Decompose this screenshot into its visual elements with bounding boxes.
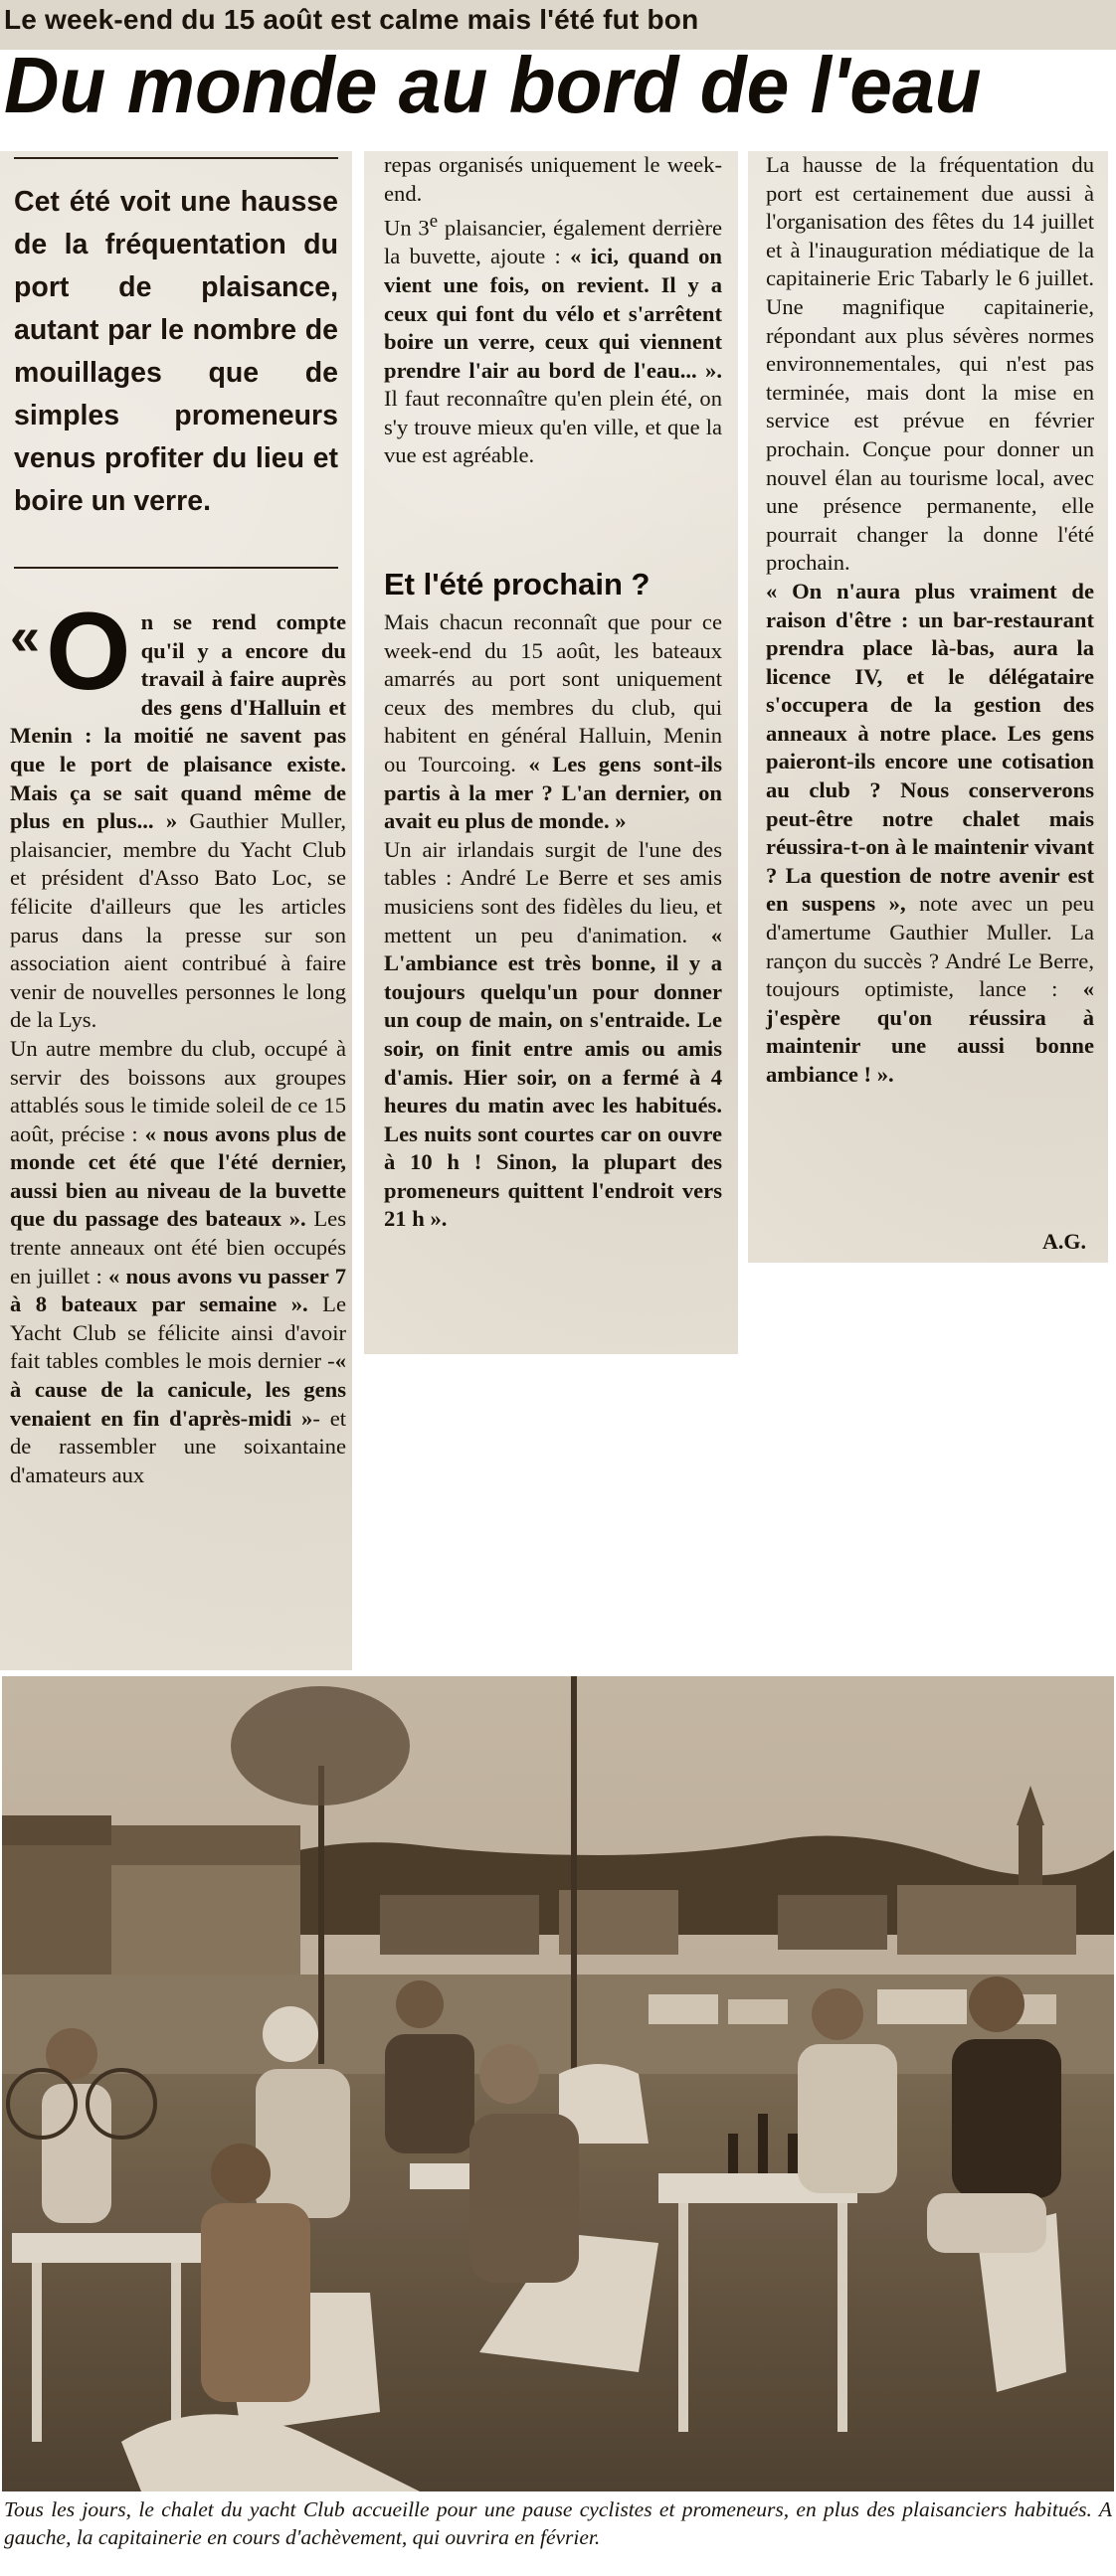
col1-text-3: Les trente anneaux ont été bien occupés en juillet : (10, 1206, 346, 1288)
col3-quote-1: « On n'aura plus vraiment de raison d'être : un bar-restaurant prendra place là-bas, aura la licence IV, et le délégataire s'occupera de la gestion des anneaux à notre place. Les gens paieront-ils encore une cotisation au club ? Nous conserverons peut-être notre chalet mais réussira-t-on à le maintenir vivant ? La question de notre avenir est en suspens », (766, 578, 1094, 917)
col1-text-5: - et de rassembler une soixantaine d'amateurs aux (10, 1405, 347, 1487)
column-1 (0, 151, 352, 1670)
col3-text-1: La hausse de la fréquentation du port est certainement due aussi à l'organisation des fêtes du 14 juillet et à l'inauguration médiatique de la capitainerie Eric Tabarly le 6 juillet. Une magnifique capitainerie, répondant aux plus sévères normes environnementales, qui n'est pas terminée, mais dont la mise en service est prévue en février prochain. Conçue pour donner un nouvel élan au tourisme local, avec une présence permanente, elle pourrait changer la donne l'été prochain. (766, 152, 1094, 576)
col3-quote-2: « j'espère qu'on réussira à maintenir une aussi bonne ambiance ! ». (766, 976, 1094, 1087)
article-photo (2, 1676, 1114, 2491)
col2-text-5: Mais chacun reconnaît que pour ce week-end du 15 août, les bateaux amarrés au port sont uniquement ceux des membres du club, qui habitent en général Halluin, Menin ou Tourcoing. (384, 609, 722, 776)
col1-text-4: Le Yacht Club se félicite ainsi d'avoir fait tables combles le mois dernier - (10, 1291, 346, 1374)
column-3 (748, 151, 1108, 1263)
column-3-body (766, 151, 1094, 1090)
column-2 (364, 151, 738, 1354)
col2-text-3: plaisancier, également derrière la buvette, ajoute : (384, 215, 723, 269)
photo-caption: Tous les jours, le chalet du yacht Club accueille pour une pause cyclistes et promeneurs, en plus des plaisanciers habitués. A gauche, la capitainerie en cours d'achèvement, qui ouvrira en février. (4, 2497, 1112, 2549)
col2-quote-2: « Les gens sont-ils partis à la mer ? L'an dernier, on avait eu plus de monde. » (384, 751, 722, 834)
column-2-top (384, 151, 722, 470)
dropcap: O (46, 591, 131, 713)
col1-quote-2: « nous avons plus de monde cet été que l'été dernier, aussi bien au niveau de la buvette que du passage des bateaux ». (10, 1120, 347, 1232)
col2-quote-3: « L'ambiance est très bonne, il y a toujours quelqu'un pour donner un coup de main, on s'entraide. Le soir, on finit entre amis ou amis d'amis. Hier soir, on a fermé à 4 heures du matin avec les habitués. Les nuits sont courtes car on ouvre à 10 h ! Sinon, la plupart des promeneurs quittent l'endroit vers 21 h ». (384, 922, 722, 1232)
article-kicker: Le week-end du 15 août est calme mais l'été fut bon (4, 4, 699, 35)
article-lead: Cet été voit une hausse de la fréquentation du port de plaisance, autant par le nombre de mouillages que de simples promeneurs venus profiter du lieu et boire un verre. (14, 186, 338, 517)
col2-text-4: Il faut reconnaître qu'en plein été, on s'y trouve mieux qu'en ville, et que la vue est agréable. (384, 386, 722, 468)
col2-superscript: e (429, 211, 439, 233)
col3-text-2: note avec un peu d'amertume Gauthier Muller. La rançon du succès ? André Le Berre, toujours optimiste, lance : (766, 891, 1094, 1002)
column-1-body (10, 591, 347, 1489)
col1-text-1: Gauthier Muller, plaisancier, membre du Yacht Club et président d'Asso Bato Loc, se félicite d'ailleurs que les articles parus dans la presse sur son association aient contribué à faire venir de nouvelles personnes le long de la Lys. (10, 808, 346, 1033)
col2-text-6: Un air irlandais surgit de l'une des tables : André Le Berre et ses amis musiciens sont des fidèles du lieu, et mettent un peu d'animation. (384, 836, 722, 947)
col2-text-2: Un 3 (384, 215, 430, 241)
top-rule (14, 157, 338, 159)
col1-quote-3: « nous avons vu passer 7 à 8 bateaux par semaine ». (10, 1263, 346, 1317)
photo-terrace-scene-icon (2, 1676, 1114, 2491)
article-headline: Du monde au bord de l'eau (4, 41, 982, 129)
open-quote-mark: « (10, 606, 41, 666)
col2-quote-1: « ici, quand on vient une fois, on revient. Il y a ceux qui font du vélo et s'arrêtent boire un verre, ceux qui viennent prendre l'air au bord de l'eau... ». (384, 244, 722, 383)
col1-quote-1: n se rend compte qu'il y a encore du travail à faire auprès des gens d'Halluin et Menin : la moitié ne savent pas que le port de plaisance existe. Mais ça se sait quand même de plus en plus... » (10, 609, 346, 834)
col1-quote-4: « à cause de la canicule, les gens venaient en fin d'après-midi » (10, 1348, 346, 1431)
section-subhead: Et l'été prochain ? (384, 567, 651, 601)
col1-text-2: Un autre membre du club, occupé à servir des boissons aux groupes attablés sous le timide soleil de ce 15 août, précise : (10, 1035, 346, 1146)
column-2-bottom (384, 608, 722, 1234)
col2-text-1: repas organisés uniquement le week-end. (384, 152, 722, 206)
author-signature: A.G. (1042, 1229, 1086, 1254)
lead-rule (14, 567, 338, 569)
